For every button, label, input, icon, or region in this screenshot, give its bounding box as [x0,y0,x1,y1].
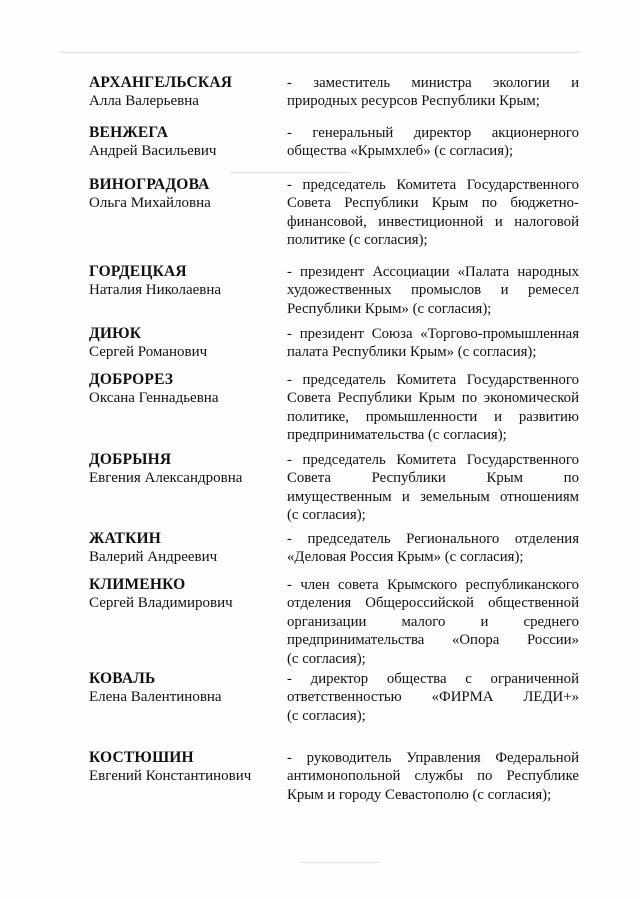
role-line: Совета Республики Крым по [287,470,579,487]
role-line: - заместитель министра экологии и [287,75,579,91]
role-line: природных ресурсов Республики Крым; [287,93,540,110]
role-line: предпринимательства «Опора России» [287,632,579,649]
member-name [89,263,279,299]
role-line: - президент Ассоциации «Палата народных [287,264,579,280]
member-name [89,576,279,612]
member-given-name: Елена Валентиновна [89,689,222,705]
scan-artifact [230,172,350,173]
member-given-name: Валерий Андреевич [89,549,218,565]
role-line: - директор общества с ограниченной [287,671,579,687]
role-line: Совета Республики Крым по бюджетно- [287,195,579,212]
member-given-name: Евгений Константинович [89,768,252,784]
role-line: политике (с согласия); [287,232,428,249]
member-name [89,530,279,566]
role-line: - председатель Комитета Государственного [287,452,579,468]
member-role [287,371,579,445]
member-name [89,124,279,160]
member-role [287,749,579,804]
role-line: Республики Крым» (с согласия); [287,300,492,317]
member-surname: КОВАЛЬ [89,670,156,687]
member-name [89,74,279,110]
member-given-name: Оксана Геннадьевна [89,390,219,406]
member-role [287,451,579,525]
member-role [287,530,579,567]
member-given-name: Сергей Владимирович [89,595,233,611]
role-line: Совета Республики Крым по экономической [287,390,579,407]
role-line: Крым и городу Севастополю (с согласия); [287,786,552,803]
role-line: (с согласия); [287,507,366,524]
member-surname: АРХАНГЕЛЬСКАЯ [89,74,233,91]
role-line: политике, промышленности и развитию [287,408,579,425]
role-line: палата Республики Крым» (с согласия); [287,344,537,361]
role-line: - председатель Комитета Государственного [287,372,579,388]
member-given-name: Евгения Александровна [89,470,243,486]
member-surname: КОСТЮШИН [89,749,194,766]
member-name [89,325,279,361]
member-role [287,74,579,111]
member-role [287,325,579,362]
member-given-name: Ольга Михайловна [89,195,211,211]
member-surname: КЛИМЕНКО [89,576,186,593]
member-name [89,670,279,706]
role-line: - председатель Регионального отделения [287,531,579,547]
role-line: - президент Союза «Торгово-промышленная [287,326,579,342]
role-line: - председатель Комитета Государственного [287,177,579,193]
scan-artifact [60,52,580,53]
member-surname: ДИЮК [89,325,142,342]
member-name [89,451,279,487]
role-line: (с согласия); [287,707,366,724]
role-line: антимонопольной службы по Республике [287,768,579,785]
member-surname: ВИНОГРАДОВА [89,176,210,193]
member-surname: ВЕНЖЕГА [89,124,169,141]
member-given-name: Алла Валерьевна [89,93,199,109]
role-line: имущественным и земельным отношениям [287,488,579,505]
role-line: предпринимательства (с согласия); [287,427,507,444]
member-role [287,670,579,725]
member-given-name: Сергей Романович [89,344,208,360]
member-surname: ЖАТКИН [89,530,162,547]
role-line: (с согласия); [287,650,366,667]
role-line: «Деловая Россия Крым» (с согласия); [287,549,524,566]
member-role [287,263,579,318]
role-line: общества «Крымхлеб» (с согласия); [287,143,514,160]
member-given-name: Наталия Николаевна [89,282,222,298]
member-surname: ГОРДЕЦКАЯ [89,263,187,280]
role-line: художественных промыслов и ремесел [287,282,579,299]
member-surname: ДОБРОРЕЗ [89,371,174,388]
member-role [287,176,579,250]
role-line: - член совета Крымского республиканского [287,577,579,593]
member-given-name: Андрей Васильевич [89,143,217,159]
member-role [287,576,579,668]
member-name [89,176,279,212]
role-line: отделения Общероссийской общественной [287,595,579,612]
role-line: ответственностью «ФИРМА ЛЕДИ+» [287,689,579,706]
role-line: - генеральный директор акционерного [287,125,579,141]
member-name [89,749,279,785]
member-role [287,124,579,161]
scan-artifact [300,862,380,863]
member-name [89,371,279,407]
role-line: - руководитель Управления Федеральной [287,750,579,766]
member-surname: ДОБРЫНЯ [89,451,172,468]
role-line: финансовой, инвестиционной и налоговой [287,213,579,230]
role-line: организации малого и среднего [287,613,579,630]
